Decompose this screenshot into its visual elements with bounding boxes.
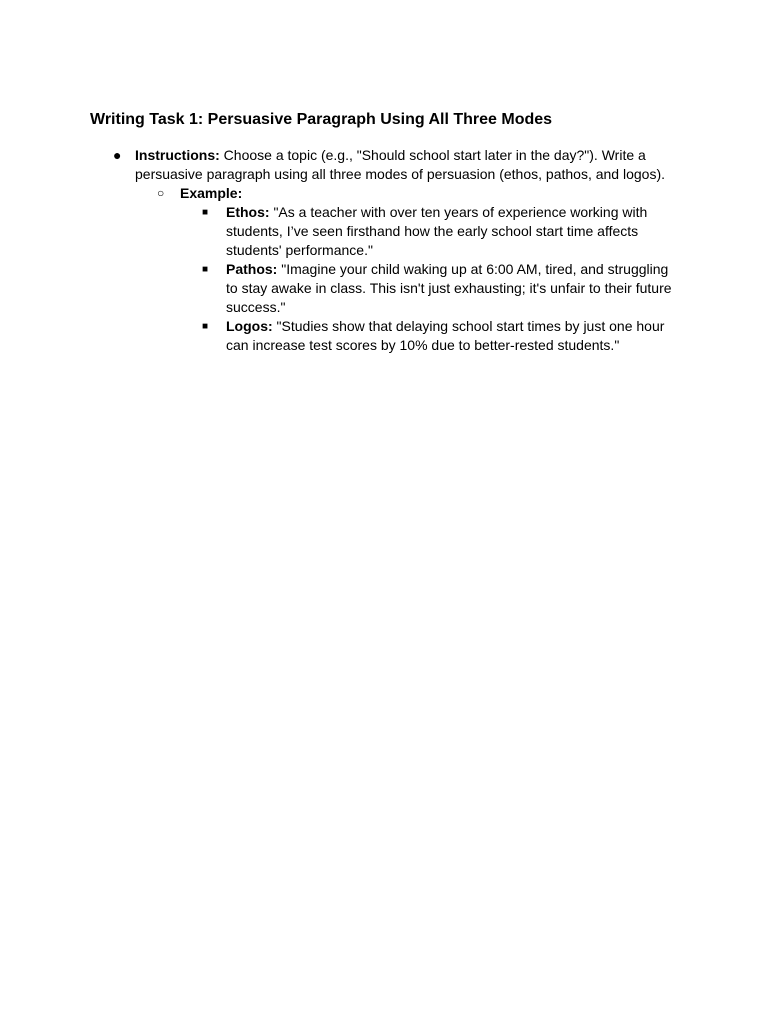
- logos-text: "Studies show that delaying school start times by just one hour can increase test scores by 10% due to better-rested students.": [226, 318, 665, 353]
- instructions-item: [113, 146, 675, 184]
- pathos-text: "Imagine your child waking up at 6:00 AM, tired, and struggling to stay awake in class. This isn't just exhausting; it's unfair to their future success.": [226, 261, 672, 315]
- task-list: [0, 146, 768, 355]
- logos-item: [202, 317, 672, 355]
- example-label: Example:: [180, 185, 243, 201]
- ethos-label: Ethos:: [226, 204, 270, 220]
- square-bullet-icon: ■: [202, 264, 209, 275]
- ethos-text: "As a teacher with over ten years of experience working with students, I’ve seen firsthand how the early school start time affects students' performance.": [226, 204, 648, 258]
- square-bullet-icon: ■: [202, 207, 209, 218]
- ethos-item: [202, 203, 672, 260]
- pathos-label: Pathos:: [226, 261, 278, 277]
- hollow-circle-bullet-icon: ○: [157, 186, 165, 200]
- filled-circle-bullet-icon: ●: [113, 147, 122, 163]
- example-item: [157, 184, 660, 203]
- instructions-text: Choose a topic (e.g., "Should school start later in the day?"). Write a persuasive paragraph using all three modes of persuasion (ethos, pathos, and logos).: [135, 147, 665, 182]
- logos-label: Logos:: [226, 318, 273, 334]
- instructions-label: Instructions:: [135, 147, 220, 163]
- pathos-item: [202, 260, 672, 317]
- square-bullet-icon: ■: [202, 321, 209, 332]
- page-title: Writing Task 1: Persuasive Paragraph Using All Three Modes: [90, 111, 553, 128]
